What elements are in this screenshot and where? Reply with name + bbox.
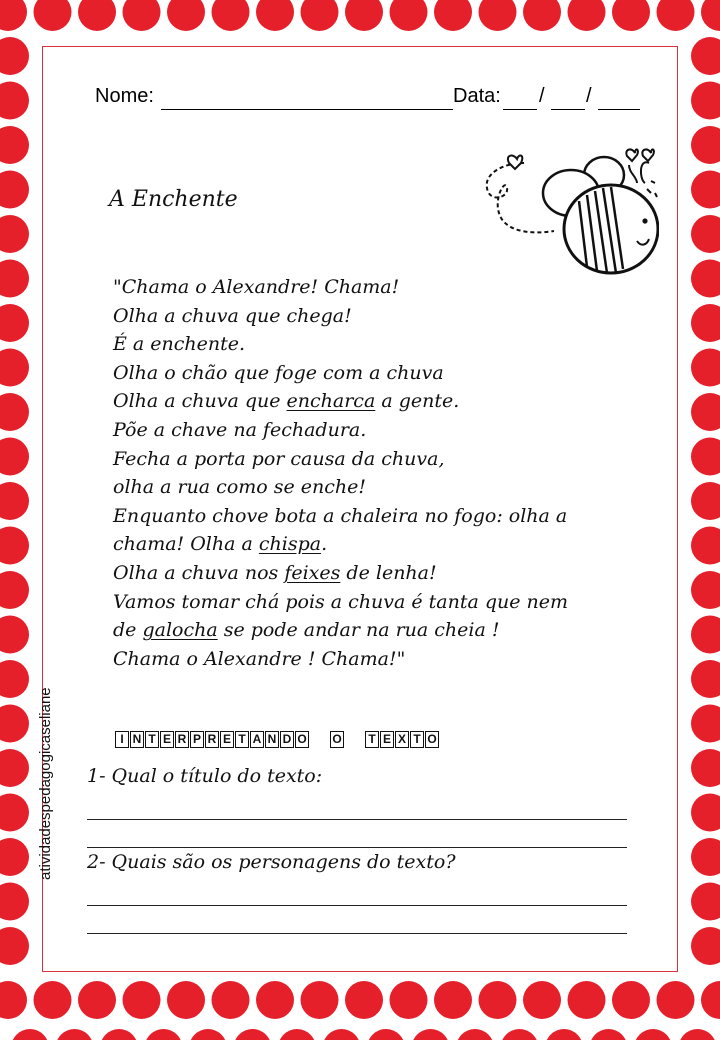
letter-tile: N [265, 731, 279, 748]
polka-dot [0, 571, 29, 609]
polka-dot [256, 0, 294, 31]
polka-dot [545, 1029, 583, 1040]
polka-dot [479, 0, 517, 31]
polka-dot [123, 0, 161, 31]
letter-tile: P [190, 731, 204, 748]
polka-dot [612, 981, 650, 1019]
polka-dot [479, 981, 517, 1019]
polka-dot [212, 981, 250, 1019]
polka-dot [691, 438, 720, 476]
polka-dot [123, 981, 161, 1019]
polka-dot [0, 749, 29, 787]
polka-dot [0, 215, 29, 253]
polka-dot [523, 0, 561, 31]
letter-tile: T [235, 731, 249, 748]
polka-dot [212, 0, 250, 31]
date-day-field[interactable] [503, 109, 537, 110]
polka-dot [434, 981, 472, 1019]
polka-dot [691, 393, 720, 431]
letter-tile: A [250, 731, 264, 748]
letter-tile: E [160, 731, 174, 748]
polka-dot [345, 981, 383, 1019]
letter-tile: R [205, 731, 219, 748]
answer-line-1b[interactable] [87, 847, 627, 848]
polka-dot [0, 82, 29, 120]
polka-dot [0, 349, 29, 387]
answer-line-1[interactable] [87, 819, 627, 820]
poem-line: Fecha a porta por causa da chuva, [113, 447, 445, 470]
polka-dot [434, 0, 472, 31]
date-month-field[interactable] [551, 109, 585, 110]
worksheet-page [42, 46, 678, 972]
watermark-text: atividadespedagogicaseliane [37, 687, 54, 880]
polka-dot [0, 171, 29, 209]
polka-dot [501, 1029, 539, 1040]
poem-line: "Chama o Alexandre! Chama! [113, 276, 400, 298]
polka-dot [0, 438, 29, 476]
polka-dot [78, 981, 116, 1019]
poem-text [113, 273, 673, 673]
section-heading-interpretando-o-texto [115, 731, 440, 748]
letter-tile: T [145, 731, 159, 748]
underlined-word: feixes [284, 561, 341, 584]
polka-dot [301, 0, 339, 31]
polka-dot [345, 0, 383, 31]
letter-tile: X [395, 731, 409, 748]
poem-fragment: Olha a chuva nos [113, 561, 285, 584]
polka-dot [0, 660, 29, 698]
polka-dot [691, 304, 720, 342]
underlined-word: galocha [142, 619, 218, 642]
polka-dot [701, 0, 720, 31]
polka-dot [691, 749, 720, 787]
polka-dot [0, 705, 29, 743]
polka-dot [691, 126, 720, 164]
poem-fragment: chama! Olha a [113, 533, 259, 556]
poem-line: Olha o chão que foge com a chuva [113, 361, 444, 384]
polka-dot [0, 838, 29, 876]
letter-tile: T [365, 731, 379, 748]
polka-dot [100, 1029, 138, 1040]
polka-dot [523, 981, 561, 1019]
polka-dot [691, 705, 720, 743]
question-2: 2- Quais são os personagens do texto? [87, 851, 456, 873]
poem-line: olha a rua como se enche! [113, 476, 367, 499]
polka-dot [189, 1029, 227, 1040]
letter-tile: E [380, 731, 394, 748]
polka-dot [691, 927, 720, 965]
polka-dot [412, 1029, 450, 1040]
date-label: Data: [453, 85, 501, 107]
polka-dot [34, 981, 72, 1019]
polka-dot [657, 981, 695, 1019]
bee-illustration [479, 143, 659, 278]
answer-line-2b[interactable] [87, 933, 627, 934]
polka-dot [568, 0, 606, 31]
polka-dot [0, 126, 29, 164]
poem-line: Vamos tomar chá pois a chuva é tanta que nem [113, 590, 569, 613]
poem-line: É a enchente. [113, 333, 246, 356]
polka-dot [568, 981, 606, 1019]
polka-dot [590, 1029, 628, 1040]
poem-fragment: Olha a chuva que [113, 390, 287, 413]
polka-dot [301, 981, 339, 1019]
polka-dot [0, 37, 29, 75]
polka-dot [0, 393, 29, 431]
letter-tile: O [295, 731, 309, 748]
polka-dot [691, 527, 720, 565]
polka-dot [0, 0, 27, 31]
polka-dot [78, 0, 116, 31]
polka-dot [691, 616, 720, 654]
header-fields [95, 85, 640, 115]
poem-fragment: . [321, 533, 328, 556]
polka-dot [691, 794, 720, 832]
date-separator: / [586, 85, 592, 107]
polka-dot [691, 660, 720, 698]
polka-dot [0, 527, 29, 565]
letter-tile: I [115, 731, 129, 748]
polka-dot [456, 1029, 494, 1040]
poem-line [113, 387, 673, 416]
polka-dot [0, 981, 27, 1019]
polka-dot [691, 260, 720, 298]
polka-dot [0, 482, 29, 520]
polka-dot [691, 215, 720, 253]
polka-dot [612, 0, 650, 31]
polka-dot [657, 0, 695, 31]
underlined-word: chispa [258, 533, 322, 556]
underlined-word: encharca [286, 390, 376, 413]
polka-dot [691, 171, 720, 209]
polka-dot [234, 1029, 272, 1040]
polka-dot [691, 349, 720, 387]
polka-dot [0, 794, 29, 832]
polka-dot [691, 571, 720, 609]
polka-dot [367, 1029, 405, 1040]
text-title: A Enchente [109, 187, 238, 212]
letter-tile: N [130, 731, 144, 748]
polka-dot [634, 1029, 672, 1040]
date-year-field[interactable] [598, 109, 640, 110]
polka-dot [56, 1029, 94, 1040]
poem-fragment: se pode andar na rua cheia ! [217, 619, 500, 642]
letter-tile: R [175, 731, 189, 748]
answer-line-2[interactable] [87, 905, 627, 906]
poem-line: Chama o Alexandre ! Chama!" [113, 647, 406, 670]
polka-dot [679, 1029, 717, 1040]
polka-dot [691, 838, 720, 876]
poem-line [113, 530, 673, 559]
poem-fragment: de [113, 619, 143, 642]
polka-dot [390, 0, 428, 31]
date-separator: / [539, 85, 545, 107]
letter-tile: O [330, 731, 344, 748]
question-1: 1- Qual o título do texto: [87, 765, 323, 787]
name-field[interactable] [161, 109, 453, 110]
polka-dot [167, 981, 205, 1019]
poem-line [113, 559, 673, 588]
poem-fragment: de lenha! [340, 561, 437, 584]
polka-dot [167, 0, 205, 31]
letter-tile: E [220, 731, 234, 748]
polka-dot [701, 981, 720, 1019]
polka-dot [278, 1029, 316, 1040]
polka-dot [0, 927, 29, 965]
polka-dot [0, 616, 29, 654]
poem-line: Olha a chuva que chega! [113, 304, 352, 327]
polka-dot [323, 1029, 361, 1040]
polka-dot [0, 883, 29, 921]
letter-tile: D [280, 731, 294, 748]
polka-dot [691, 82, 720, 120]
poem-fragment: a gente. [375, 390, 460, 413]
heart-icon [508, 156, 522, 169]
name-label: Nome: [95, 85, 154, 107]
polka-dot [390, 981, 428, 1019]
polka-dot [0, 304, 29, 342]
poem-line [113, 616, 673, 645]
letter-tile: T [410, 731, 424, 748]
polka-dot [691, 482, 720, 520]
poem-line: Põe a chave na fechadura. [113, 418, 367, 441]
polka-dot [34, 0, 72, 31]
polka-dot [691, 883, 720, 921]
letter-tile: O [425, 731, 439, 748]
polka-dot [11, 1029, 49, 1040]
poem-line: Enquanto chove bota a chaleira no fogo: olha a [113, 504, 568, 527]
polka-dot [691, 37, 720, 75]
polka-dot [256, 981, 294, 1019]
polka-dot [0, 260, 29, 298]
polka-dot [145, 1029, 183, 1040]
